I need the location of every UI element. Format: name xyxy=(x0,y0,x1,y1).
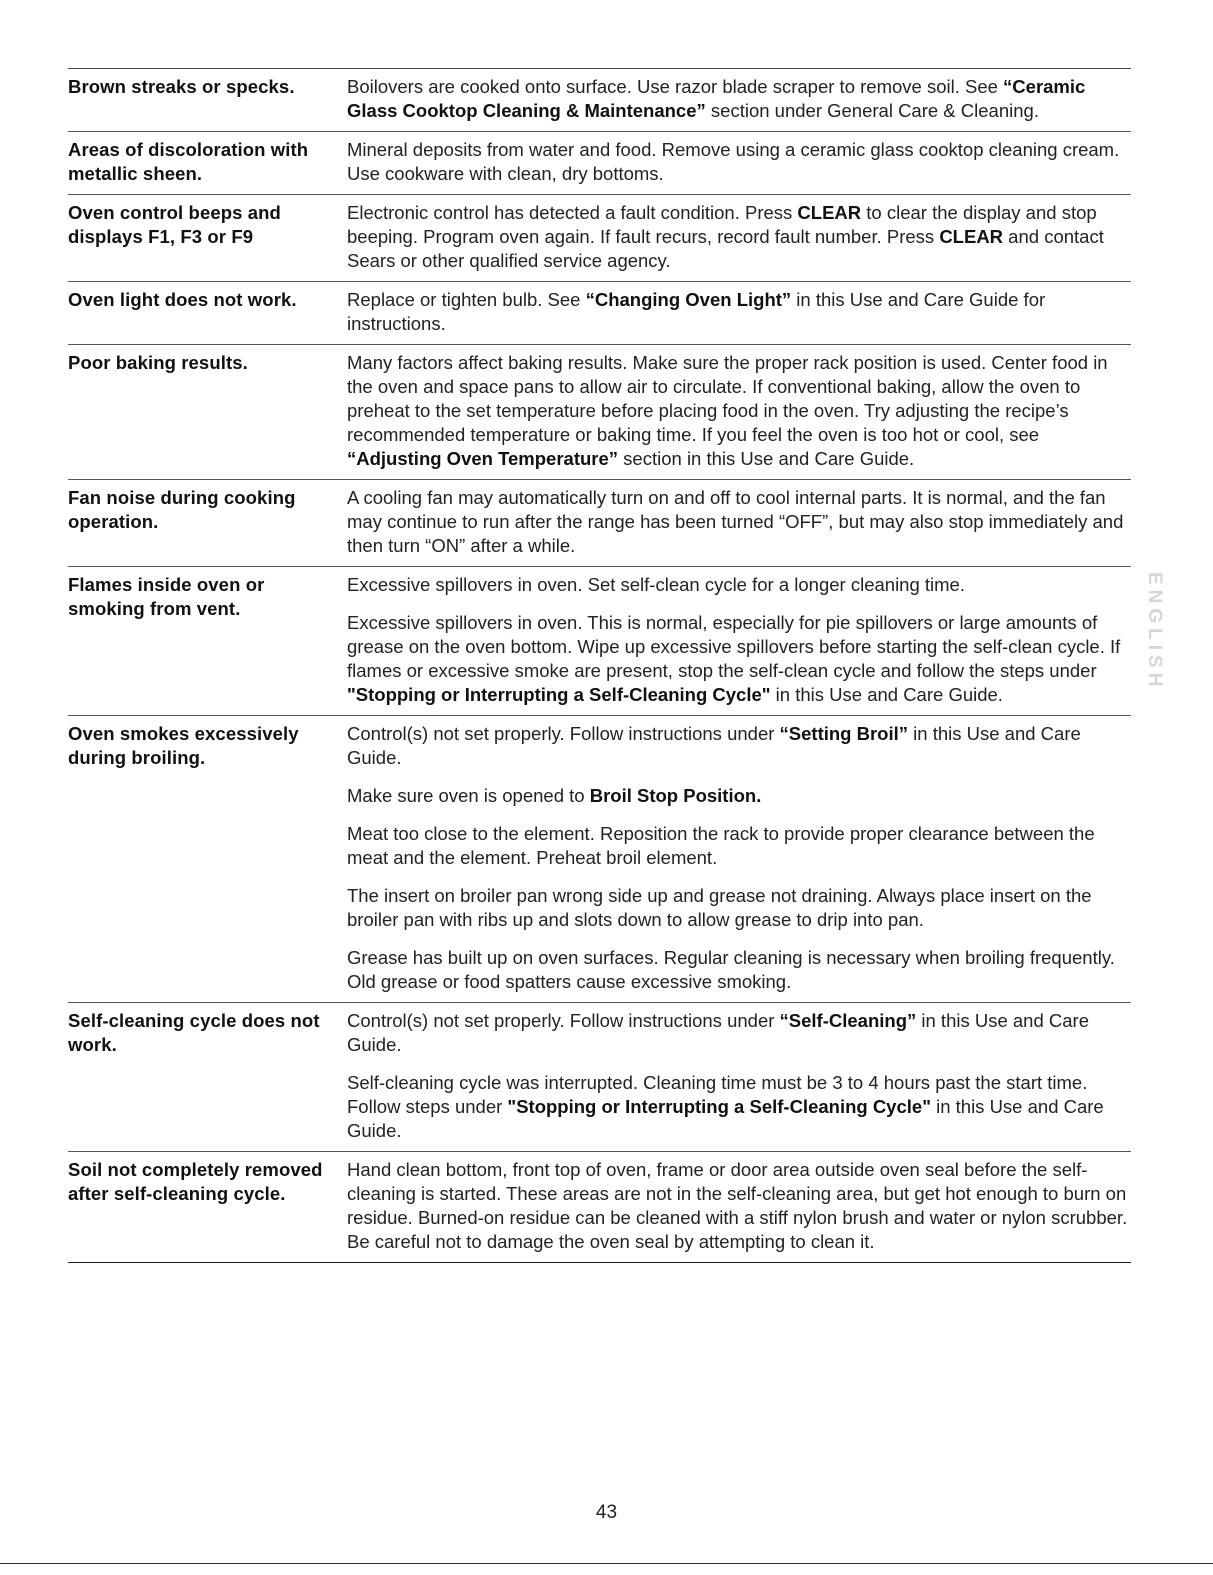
solution-text: and contact Sears or other qualified service agency. xyxy=(347,226,1104,271)
solution-list xyxy=(347,138,1131,186)
solution-paragraph xyxy=(347,722,1131,770)
solution-paragraph xyxy=(347,351,1131,471)
solution-paragraph xyxy=(347,1009,1131,1057)
solution-list xyxy=(347,201,1131,273)
solution-text: to clear the display and stop beeping. Program oven again. If fault recurs, record fault number. Press xyxy=(347,202,1097,247)
emphasized-text: “Ceramic Glass Cooktop Cleaning & Maintenance” xyxy=(347,76,1086,121)
emphasized-text: “Changing Oven Light” xyxy=(585,289,792,310)
solution-text: Hand clean bottom, front top of oven, frame or door area outside oven seal before the self-cleaning is started. These areas are not in the self-cleaning area, but get hot enough to burn on residue. Burned-on residue can be cleaned with a stiff nylon brush and water or nylon scrubber. Be careful not to damage the oven seal by attempting to clean it. xyxy=(347,1159,1128,1252)
solution-paragraph xyxy=(347,822,1131,870)
solution-paragraph xyxy=(347,784,1131,808)
emphasized-text: "Stopping or Interrupting a Self-Cleaning Cycle" xyxy=(507,1096,931,1117)
table-row xyxy=(68,131,1131,194)
table-row xyxy=(68,1002,1131,1151)
language-side-tab xyxy=(1132,568,1176,696)
solution-paragraph xyxy=(347,884,1131,932)
solution-text: Grease has built up on oven surfaces. Regular cleaning is necessary when broiling frequently. Old grease or food spatters cause excessive smoking. xyxy=(347,947,1115,992)
emphasized-text: CLEAR xyxy=(797,202,862,223)
solution-paragraph xyxy=(347,946,1131,994)
solution-list xyxy=(347,75,1131,123)
problem-label: Fan noise during cooking operation. xyxy=(68,487,296,532)
solution-list xyxy=(347,722,1131,994)
solution-paragraph xyxy=(347,201,1131,273)
solution-text: Boilovers are cooked onto surface. Use razor blade scraper to remove soil. See xyxy=(347,76,1004,97)
solution-paragraph xyxy=(347,75,1131,123)
solution-text: Excessive spillovers in oven. Set self-clean cycle for a longer cleaning time. xyxy=(347,574,965,595)
problem-label: Oven smokes excessively during broiling. xyxy=(68,723,299,768)
table-row xyxy=(68,479,1131,566)
solution-text: in this Use and Care Guide. xyxy=(347,1096,1104,1141)
solution-paragraph xyxy=(347,611,1131,707)
emphasized-text: “Adjusting Oven Temperature” xyxy=(347,448,619,469)
solution-text: Make sure oven is opened to xyxy=(347,785,590,806)
page-number: 43 xyxy=(595,1502,618,1523)
solution-list xyxy=(347,486,1131,558)
solution-list xyxy=(347,351,1131,471)
solution-text: in this Use and Care Guide. xyxy=(770,684,1003,705)
table-row xyxy=(68,69,1131,131)
table-row xyxy=(68,281,1131,344)
solution-text: The insert on broiler pan wrong side up and grease not draining. Always place insert on the broiler pan with ribs up and slots down to allow grease to drip into pan. xyxy=(347,885,1092,930)
solution-list xyxy=(347,573,1131,707)
emphasized-text: Broil Stop Position. xyxy=(589,785,762,806)
side-tab-label: ENGLISH xyxy=(1144,572,1165,692)
table-row xyxy=(68,194,1131,281)
solution-text: Self-cleaning cycle was interrupted. Cleaning time must be 3 to 4 hours past the start time. Follow steps under xyxy=(347,1072,1088,1117)
table-row xyxy=(68,344,1131,479)
table-row xyxy=(68,566,1131,715)
problem-label: Oven control beeps and displays F1, F3 or F9 xyxy=(68,202,281,247)
solution-text: Replace or tighten bulb. See xyxy=(347,289,586,310)
solution-list xyxy=(347,288,1131,336)
solution-text: section under General Care & Cleaning. xyxy=(705,100,1039,121)
solution-text: Mineral deposits from water and food. Remove using a ceramic glass cooktop cleaning cream. Use cookware with clean, dry bottoms. xyxy=(347,139,1120,184)
bottom-divider xyxy=(0,1563,1213,1564)
solution-text: Meat too close to the element. Reposition the rack to provide proper clearance between the meat and the element. Preheat broil element. xyxy=(347,823,1095,868)
solution-text: Excessive spillovers in oven. This is normal, especially for pie spillovers or large amounts of grease on the oven bottom. Wipe up excessive spillovers before starting the self-clean cycle. If flames or excessive smoke are present, stop the self-clean cycle and follow the steps under xyxy=(347,612,1121,681)
problem-label: Poor baking results. xyxy=(68,352,248,373)
solution-text: Electronic control has detected a fault condition. Press xyxy=(347,202,798,223)
troubleshooting-table xyxy=(68,68,1131,1263)
solution-text: Many factors affect baking results. Make sure the proper rack position is used. Center food in the oven and space pans to allow air to circulate. If conventional baking, allow the oven to preheat to the set temperature before placing food in the oven. Try adjusting the recipe’s recommended temperature or baking time. If you feel the oven is too hot or cool, see xyxy=(347,352,1108,445)
solution-text: Control(s) not set properly. Follow instructions under xyxy=(347,1010,780,1031)
problem-label: Soil not completely removed after self-cleaning cycle. xyxy=(68,1159,323,1204)
solution-text: in this Use and Care Guide. xyxy=(347,1010,1090,1055)
solution-paragraph xyxy=(347,138,1131,186)
solution-paragraph xyxy=(347,486,1131,558)
solution-text: Control(s) not set properly. Follow instructions under xyxy=(347,723,780,744)
solution-paragraph xyxy=(347,1158,1131,1254)
problem-label: Self-cleaning cycle does not work. xyxy=(68,1010,320,1055)
table-row xyxy=(68,715,1131,1002)
solution-text: in this Use and Care Guide. xyxy=(347,723,1081,768)
emphasized-text: "Stopping or Interrupting a Self-Cleaning Cycle" xyxy=(347,684,771,705)
problem-label: Oven light does not work. xyxy=(68,289,297,310)
problem-label: Flames inside oven or smoking from vent. xyxy=(68,574,265,619)
table-row xyxy=(68,1151,1131,1262)
solution-paragraph xyxy=(347,573,1131,597)
solution-list xyxy=(347,1009,1131,1143)
emphasized-text: CLEAR xyxy=(939,226,1004,247)
solution-paragraph xyxy=(347,1071,1131,1143)
solution-paragraph xyxy=(347,288,1131,336)
solution-text: in this Use and Care Guide for instructions. xyxy=(347,289,1046,334)
problem-label: Areas of discoloration with metallic sheen. xyxy=(68,139,309,184)
emphasized-text: “Setting Broil” xyxy=(779,723,909,744)
solution-text: section in this Use and Care Guide. xyxy=(618,448,915,469)
solution-list xyxy=(347,1158,1131,1254)
problem-label: Brown streaks or specks. xyxy=(68,76,295,97)
emphasized-text: “Self-Cleaning” xyxy=(779,1010,917,1031)
solution-text: A cooling fan may automatically turn on and off to cool internal parts. It is normal, and the fan may continue to run after the range has been turned “OFF”, but may also stop immediately and then turn “ON” after a while. xyxy=(347,487,1124,556)
